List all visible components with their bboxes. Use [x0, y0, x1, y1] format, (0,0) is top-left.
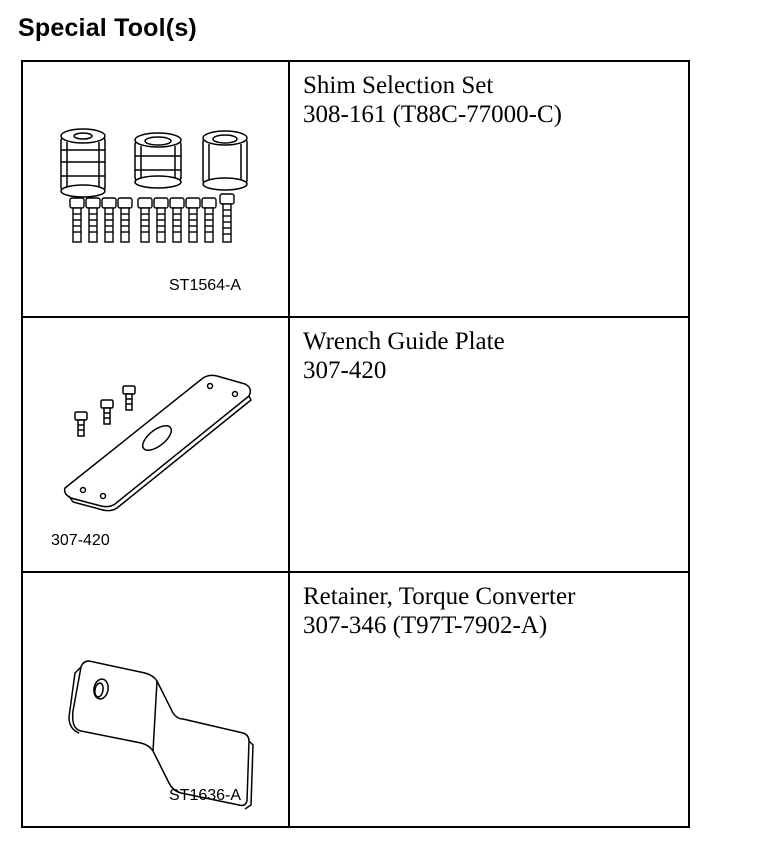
shim-selection-set-illustration	[23, 62, 288, 316]
tool-illustration-cell	[23, 62, 290, 316]
tool-row-wrench-guide-plate	[23, 318, 688, 573]
tool-illustration-cell	[23, 318, 290, 571]
tool-number: 307-420	[303, 357, 387, 384]
tool-name: Retainer, Torque Converter	[303, 583, 576, 610]
tool-description-cell	[290, 318, 688, 571]
tool-description-cell	[290, 573, 688, 826]
page-heading: Special Tool(s)	[18, 14, 197, 42]
illustration-reference: ST1564-A	[169, 277, 242, 294]
illustration-reference: ST1636-A	[169, 787, 242, 804]
tool-name: Shim Selection Set	[303, 72, 494, 99]
torque-converter-retainer-illustration	[23, 573, 288, 826]
tool-row-retainer-torque-converter	[23, 573, 688, 826]
tool-illustration-cell	[23, 573, 290, 826]
tool-number: 308-161 (T88C-77000-C)	[303, 101, 562, 128]
tool-name: Wrench Guide Plate	[303, 328, 505, 355]
illustration-reference: 307-420	[51, 532, 110, 549]
tool-row-shim-selection-set	[23, 62, 688, 318]
tool-number: 307-346 (T97T-7902-A)	[303, 612, 548, 639]
special-tools-table	[21, 60, 690, 828]
tool-description-cell	[290, 62, 688, 316]
